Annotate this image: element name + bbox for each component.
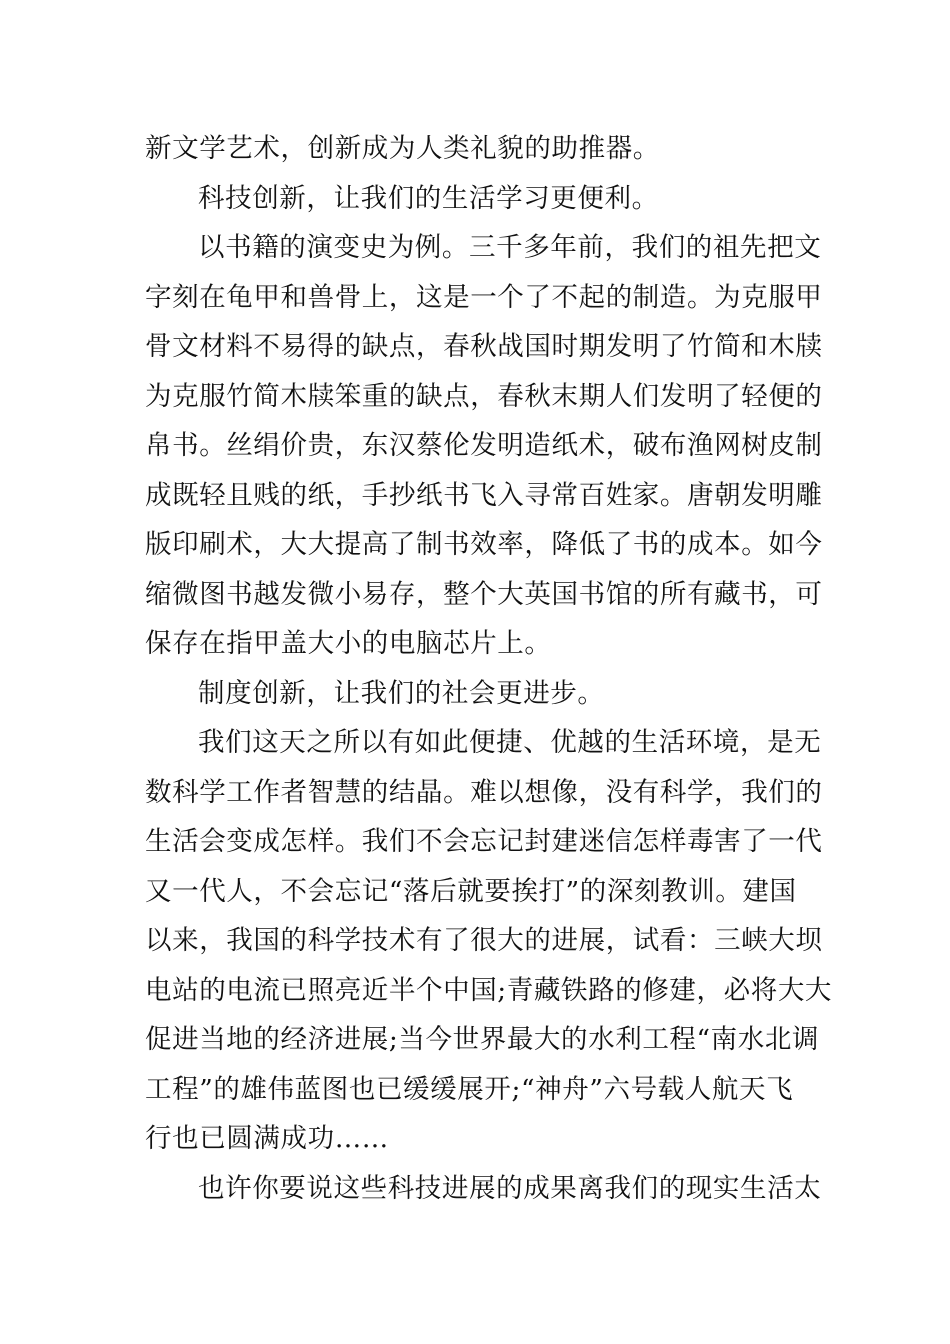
text-line: 促进当地的经济进展;当今世界最大的水利工程“南水北调 [145,1024,820,1055]
text-line: 新文学艺术，创新成为人类礼貌的助推器。 [145,133,660,164]
text-line: 以来，我国的科学技术有了很大的进展，试看：三峡大坝 [145,925,823,956]
document-body [145,124,833,1213]
text-line: 制度创新，让我们的社会更进步。 [198,677,605,709]
text-line: 科技创新，让我们的生活学习更便利。 [198,182,659,214]
text-line: 电站的电流已照亮近半个中国;青藏铁路的修建，必将大大 [145,974,833,1006]
text-line: 骨文材料不易得的缺点，春秋战国时期发明了竹简和木牍 [145,331,823,362]
text-line: 字刻在龟甲和兽骨上，这是一个了不起的制造。为克服甲 [145,281,823,313]
text-line: 以书籍的演变史为例。三千多年前，我们的祖先把文 [198,232,822,263]
text-line: 缩微图书越发微小易存，整个大英国书馆的所有藏书，可 [145,578,823,610]
text-line: 也许你要说这些科技进展的成果离我们的现实生活太 [198,1172,822,1204]
text-line: 我们这天之所以有如此便捷、优越的生活环境，是无 [198,727,822,758]
text-line: 数科学工作者智慧的结晶。难以想像，没有科学，我们的 [145,776,823,808]
text-line: 成既轻且贱的纸，手抄纸书飞入寻常百姓家。唐朝发明雕 [145,479,823,511]
text-line: 生活会变成怎样。我们不会忘记封建迷信怎样毒害了一代 [145,826,823,857]
text-line: 行也已圆满成功…… [145,1123,389,1154]
text-line: 帛书。丝绢价贵，东汉蔡伦发明造纸术，破布渔网树皮制 [145,430,823,461]
text-line: 工程”的雄伟蓝图也已缓缓展开;“神舟”六号载人航天飞 [145,1073,794,1105]
text-line: 保存在指甲盖大小的电脑芯片上。 [145,628,552,659]
text-line: 为克服竹简木牍笨重的缺点，春秋末期人们发明了轻便的 [145,380,823,412]
text-line: 版印刷术，大大提高了制书效率，降低了书的成本。如今 [145,529,823,560]
text-line: 又一代人，不会忘记“落后就要挨打”的深刻教训。建国 [145,875,797,907]
